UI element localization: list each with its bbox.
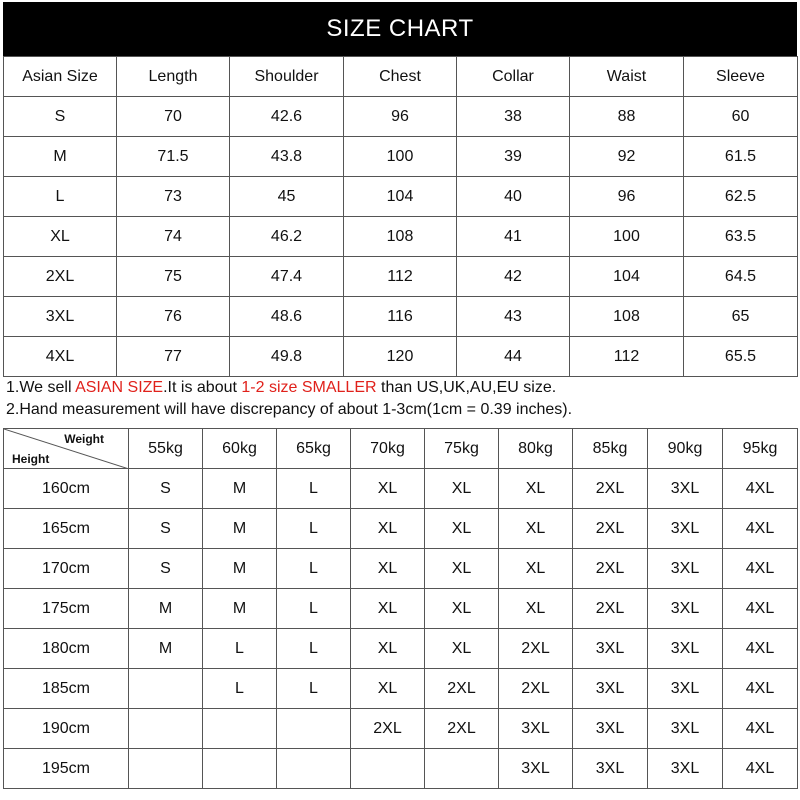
- note-highlight: ASIAN SIZE: [75, 379, 164, 396]
- size-cell: 3XL: [648, 669, 723, 709]
- size-cell: 4XL: [723, 469, 798, 509]
- note-line-2: 2.Hand measurement will have discrepancy of about 1-3cm(1cm = 0.39 inches).: [6, 401, 573, 418]
- table-cell: XL: [4, 217, 117, 257]
- size-cell: S: [129, 549, 203, 589]
- size-cell: 4XL: [723, 669, 798, 709]
- size-cell: 3XL: [648, 469, 723, 509]
- size-cell: 3XL: [648, 549, 723, 589]
- note-text: .It is about: [163, 379, 242, 396]
- size-cell: 3XL: [573, 749, 648, 789]
- table-row: [4, 469, 798, 509]
- height-label: 165cm: [4, 509, 129, 549]
- height-weight-fit-table: [3, 428, 798, 789]
- weight-header: 95kg: [723, 429, 798, 469]
- table-row: [4, 629, 798, 669]
- size-cell: [351, 749, 425, 789]
- size-cell: L: [277, 509, 351, 549]
- size-cell: L: [277, 669, 351, 709]
- table-cell: 100: [570, 217, 684, 257]
- size-cell: 3XL: [499, 749, 573, 789]
- size-cell: [425, 749, 499, 789]
- size-cell: [129, 709, 203, 749]
- size-cell: 2XL: [351, 709, 425, 749]
- column-header: Length: [117, 57, 230, 97]
- table-cell: L: [4, 177, 117, 217]
- size-cell: XL: [425, 629, 499, 669]
- weight-header: 60kg: [203, 429, 277, 469]
- height-label: 195cm: [4, 749, 129, 789]
- size-cell: XL: [499, 549, 573, 589]
- table-cell: 49.8: [230, 337, 344, 377]
- size-cell: 3XL: [648, 629, 723, 669]
- size-cell: 3XL: [573, 669, 648, 709]
- note-text: than US,UK,AU,EU size.: [376, 379, 557, 396]
- table-cell: 43.8: [230, 137, 344, 177]
- size-cell: 3XL: [499, 709, 573, 749]
- size-cell: M: [203, 469, 277, 509]
- weight-axis-label: Weight: [64, 432, 104, 446]
- table-row: [4, 257, 798, 297]
- table-row: [4, 337, 798, 377]
- table-cell: 64.5: [684, 257, 798, 297]
- size-cell: L: [277, 589, 351, 629]
- size-cell: XL: [425, 549, 499, 589]
- height-label: 185cm: [4, 669, 129, 709]
- size-cell: 2XL: [425, 669, 499, 709]
- table-cell: 65.5: [684, 337, 798, 377]
- table-cell: 70: [117, 97, 230, 137]
- weight-header: 65kg: [277, 429, 351, 469]
- size-cell: XL: [351, 549, 425, 589]
- size-cell: 4XL: [723, 549, 798, 589]
- fit-header-row: [4, 429, 798, 469]
- height-label: 170cm: [4, 549, 129, 589]
- column-header: Chest: [344, 57, 457, 97]
- table-cell: M: [4, 137, 117, 177]
- column-header: Collar: [457, 57, 570, 97]
- note-text: 1.We sell: [6, 379, 76, 396]
- height-axis-label: Height: [12, 452, 50, 466]
- table-cell: 65: [684, 297, 798, 337]
- table-cell: 71.5: [117, 137, 230, 177]
- weight-header: 85kg: [573, 429, 648, 469]
- size-cell: 3XL: [573, 629, 648, 669]
- note-highlight: 1-2 size SMALLER: [241, 379, 377, 396]
- table-row: [4, 509, 798, 549]
- table-row: [4, 137, 798, 177]
- size-cell: [203, 709, 277, 749]
- height-label: 160cm: [4, 469, 129, 509]
- table-cell: 104: [344, 177, 457, 217]
- size-header-row: [4, 57, 798, 97]
- size-cell: 3XL: [648, 509, 723, 549]
- size-cell: XL: [351, 469, 425, 509]
- table-cell: 45: [230, 177, 344, 217]
- table-cell: 60: [684, 97, 798, 137]
- table-row: [4, 589, 798, 629]
- table-cell: 63.5: [684, 217, 798, 257]
- size-cell: M: [129, 629, 203, 669]
- table-cell: 40: [457, 177, 570, 217]
- size-cell: M: [203, 509, 277, 549]
- table-row: [4, 217, 798, 257]
- table-cell: 47.4: [230, 257, 344, 297]
- size-cell: XL: [499, 589, 573, 629]
- size-cell: 4XL: [723, 709, 798, 749]
- table-cell: 4XL: [4, 337, 117, 377]
- table-cell: 74: [117, 217, 230, 257]
- size-cell: L: [203, 629, 277, 669]
- table-row: [4, 709, 798, 749]
- size-cell: 3XL: [573, 709, 648, 749]
- table-cell: 41: [457, 217, 570, 257]
- table-cell: 112: [570, 337, 684, 377]
- table-row: [4, 549, 798, 589]
- size-cell: XL: [499, 469, 573, 509]
- size-cell: 4XL: [723, 629, 798, 669]
- column-header: Asian Size: [4, 57, 117, 97]
- size-cell: [203, 749, 277, 789]
- table-cell: 88: [570, 97, 684, 137]
- note-line-1: [6, 377, 796, 399]
- corner-header-cell: [4, 429, 129, 469]
- table-cell: 73: [117, 177, 230, 217]
- table-cell: 112: [344, 257, 457, 297]
- size-cell: [129, 669, 203, 709]
- size-cell: 2XL: [573, 549, 648, 589]
- column-header: Shoulder: [230, 57, 344, 97]
- height-label: 175cm: [4, 589, 129, 629]
- column-header: Waist: [570, 57, 684, 97]
- size-cell: 4XL: [723, 589, 798, 629]
- table-cell: 44: [457, 337, 570, 377]
- size-cell: [129, 749, 203, 789]
- size-cell: L: [277, 549, 351, 589]
- size-cell: 2XL: [573, 509, 648, 549]
- size-cell: XL: [351, 509, 425, 549]
- table-cell: 61.5: [684, 137, 798, 177]
- size-cell: 3XL: [648, 709, 723, 749]
- size-cell: M: [203, 589, 277, 629]
- size-cell: 2XL: [425, 709, 499, 749]
- size-cell: 4XL: [723, 749, 798, 789]
- size-cell: XL: [425, 589, 499, 629]
- table-cell: 43: [457, 297, 570, 337]
- size-cell: M: [203, 549, 277, 589]
- size-cell: 2XL: [499, 629, 573, 669]
- table-cell: 108: [344, 217, 457, 257]
- size-notes: [6, 377, 796, 421]
- table-cell: 46.2: [230, 217, 344, 257]
- size-cell: [277, 709, 351, 749]
- weight-header: 55kg: [129, 429, 203, 469]
- table-cell: 39: [457, 137, 570, 177]
- table-cell: 92: [570, 137, 684, 177]
- size-cell: 4XL: [723, 509, 798, 549]
- table-cell: 62.5: [684, 177, 798, 217]
- size-cell: L: [277, 629, 351, 669]
- table-cell: 108: [570, 297, 684, 337]
- table-cell: 38: [457, 97, 570, 137]
- page-title: SIZE CHART: [3, 2, 797, 56]
- size-cell: 2XL: [573, 589, 648, 629]
- weight-header: 80kg: [499, 429, 573, 469]
- weight-header: 90kg: [648, 429, 723, 469]
- table-cell: 100: [344, 137, 457, 177]
- size-cell: XL: [499, 509, 573, 549]
- table-cell: 120: [344, 337, 457, 377]
- size-cell: L: [277, 469, 351, 509]
- table-cell: 96: [570, 177, 684, 217]
- size-cell: XL: [351, 669, 425, 709]
- table-row: [4, 749, 798, 789]
- table-cell: 76: [117, 297, 230, 337]
- weight-header: 75kg: [425, 429, 499, 469]
- size-cell: S: [129, 469, 203, 509]
- height-label: 180cm: [4, 629, 129, 669]
- table-cell: 104: [570, 257, 684, 297]
- height-label: 190cm: [4, 709, 129, 749]
- size-cell: M: [129, 589, 203, 629]
- size-cell: XL: [351, 629, 425, 669]
- table-row: [4, 177, 798, 217]
- size-cell: [277, 749, 351, 789]
- size-cell: L: [203, 669, 277, 709]
- size-cell: XL: [425, 469, 499, 509]
- weight-header: 70kg: [351, 429, 425, 469]
- size-measurement-table: [3, 56, 798, 377]
- size-cell: 3XL: [648, 749, 723, 789]
- size-cell: 2XL: [499, 669, 573, 709]
- table-cell: 2XL: [4, 257, 117, 297]
- size-cell: XL: [351, 589, 425, 629]
- table-cell: 3XL: [4, 297, 117, 337]
- table-cell: 48.6: [230, 297, 344, 337]
- table-cell: 77: [117, 337, 230, 377]
- table-row: [4, 97, 798, 137]
- table-cell: 96: [344, 97, 457, 137]
- size-cell: 3XL: [648, 589, 723, 629]
- table-cell: 75: [117, 257, 230, 297]
- column-header: Sleeve: [684, 57, 798, 97]
- size-cell: S: [129, 509, 203, 549]
- table-cell: 42: [457, 257, 570, 297]
- size-cell: XL: [425, 509, 499, 549]
- table-cell: 42.6: [230, 97, 344, 137]
- table-cell: S: [4, 97, 117, 137]
- size-cell: 2XL: [573, 469, 648, 509]
- table-row: [4, 297, 798, 337]
- table-row: [4, 669, 798, 709]
- table-cell: 116: [344, 297, 457, 337]
